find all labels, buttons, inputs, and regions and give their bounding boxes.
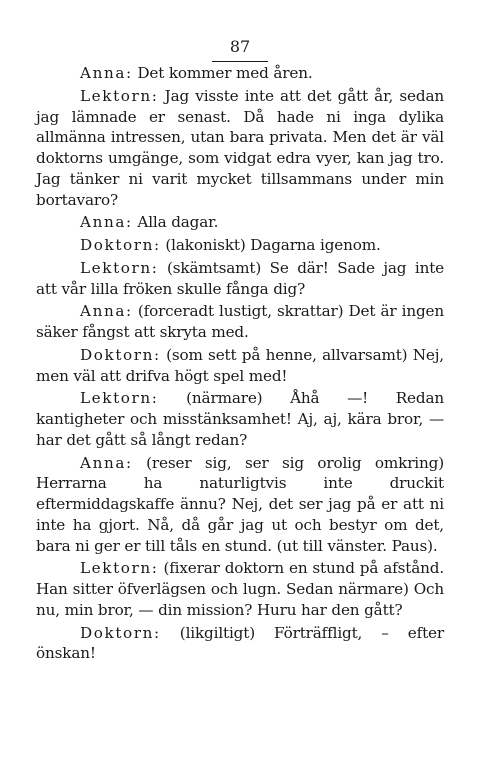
dialogue-paragraph (36, 388, 444, 450)
speaker-name: Anna: (80, 302, 133, 321)
dialogue-line: (fixerar doktorn en stund på afstånd. Han sitter öfverlägsen och lugn. Sedan närmare) Och nu, min bror, — din mission? Huru har den gått? (36, 559, 444, 619)
dialogue-paragraph (36, 212, 444, 233)
dialogue-paragraph (36, 235, 444, 256)
dialogue-paragraph (36, 86, 444, 211)
dialogue-line: (likgiltigt) Förträffligt, – efter önskan! (36, 623, 444, 663)
dialogue-line: (lakoniskt) Dagarna igenom. (160, 236, 381, 254)
page-number: 87 (229, 37, 251, 56)
dialogue-line: (skämtsamt) Se där! Sade jag inte att vår lilla fröken skulle fånga dig? (36, 258, 444, 298)
speaker-name: Doktorn: (80, 345, 161, 364)
speaker-name: Doktorn: (80, 623, 161, 642)
dialogue-paragraph (36, 558, 444, 620)
dialogue-text (36, 63, 444, 666)
speaker-name: Anna: (80, 453, 133, 472)
dialogue-paragraph (36, 345, 444, 387)
dialogue-line: (forceradt lustigt, skrattar) Det är ingen säker fångst att skryta med. (36, 302, 444, 341)
dialogue-paragraph (36, 63, 444, 84)
dialogue-line: Jag visste inte att det gått år, sedan jag lämnade er senast. Då hade ni inga dylika allmänna intressen, utan bara privata. Men det är väl doktorns umgänge, som vidgat edra vyer, kan jag tro. Jag tänker ni varit mycket tillsammans under min bortavaro? (36, 86, 444, 209)
speaker-name: Lektorn: (80, 86, 159, 105)
dialogue-line: (som sett på henne, allvarsamt) Nej, men väl att drifva högt spel med! (36, 345, 444, 385)
dialogue-paragraph (36, 301, 444, 343)
dialogue-line: Det kommer med åren. (132, 64, 313, 82)
dialogue-line: Alla dagar. (132, 213, 219, 232)
dialogue-line: (reser sig, ser sig orolig omkring) Herrarna ha naturligtvis inte druckit eftermiddagskaffe ännu? Nej, det ser jag på er att ni inte ha gjort. Nå, då går jag ut och bestyr om det, bara ni ger er till tåls en stund. (ut till vänster. Paus). (36, 453, 444, 555)
speaker-name: Anna: (80, 64, 133, 82)
dialogue-line: (närmare) Åhå —! Redan kantigheter och misstänksamhet! Aj, aj, kära bror, — har det gått så långt redan? (36, 389, 444, 449)
speaker-name: Lektorn: (80, 258, 159, 277)
dialogue-paragraph (36, 453, 444, 557)
dialogue-paragraph (36, 258, 444, 300)
speaker-name: Doktorn: (80, 236, 161, 254)
speaker-name: Lektorn: (80, 559, 159, 578)
speaker-name: Lektorn: (80, 389, 159, 408)
page-number-rule (212, 61, 268, 62)
dialogue-paragraph (36, 623, 444, 665)
speaker-name: Anna: (80, 213, 133, 232)
